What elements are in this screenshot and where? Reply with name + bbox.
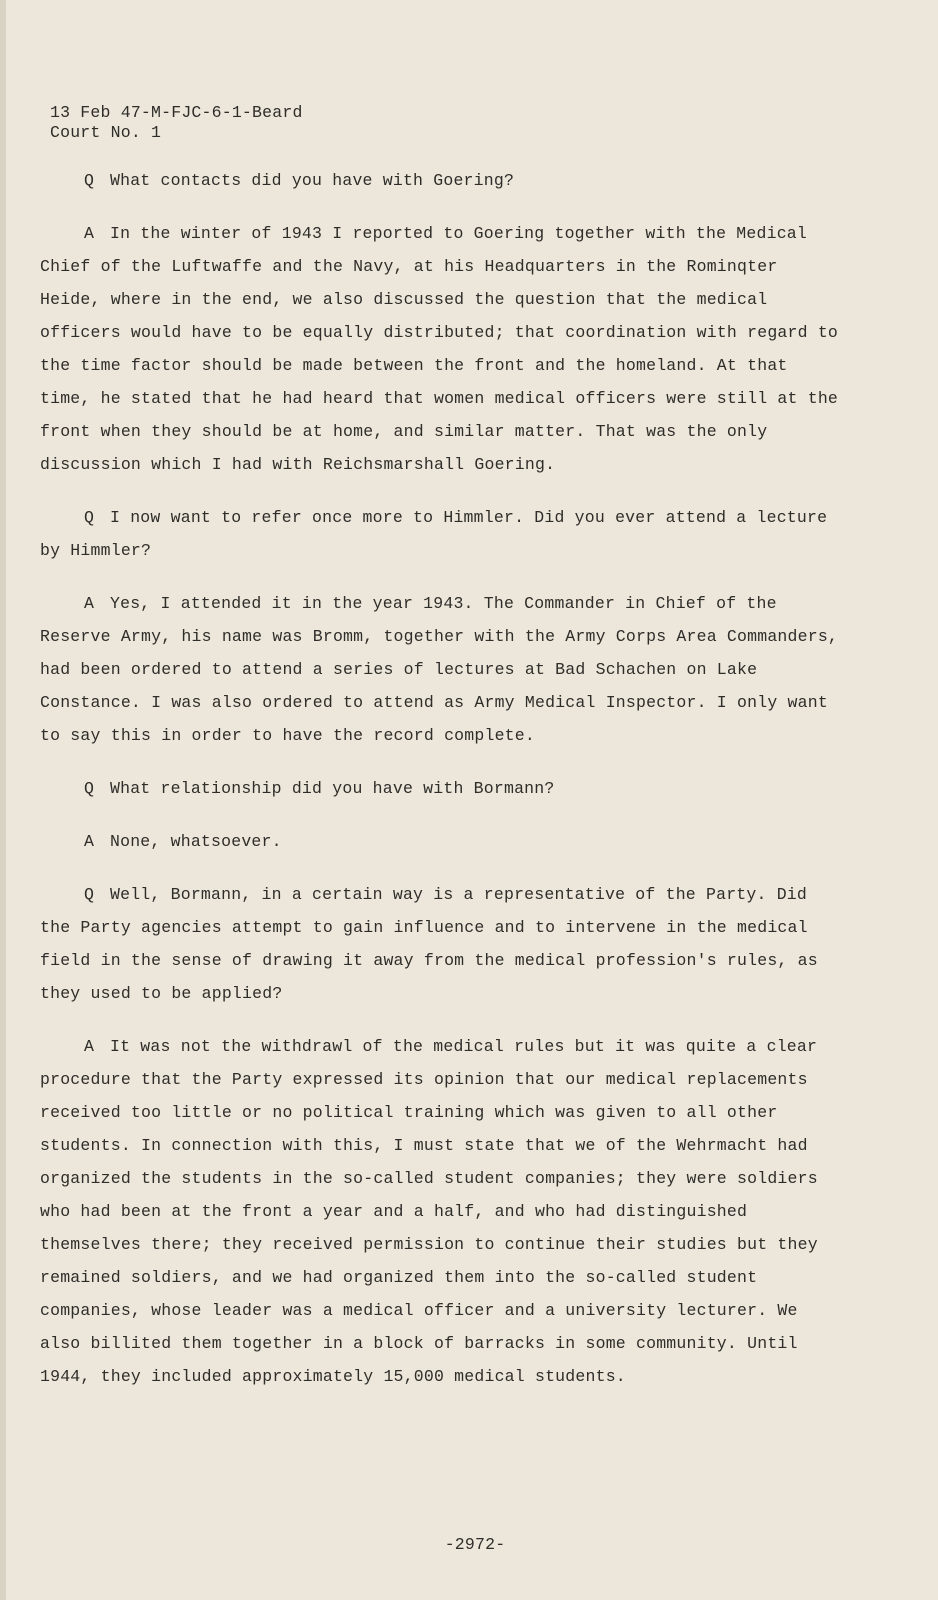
paragraph-text: It was not the withdrawl of the medical rules but it was quite a clear procedure that the Party expressed its opinion that our medical replacements received too little or no political training which was given to all other students. In connection with this, I must state that we of the Wehrmacht had organized the students in the so-called student companies; they were soldiers who had been at the front a year and a half, and who had distinguished themselves there; they received permission to continue their studies but they remained soldiers, and we had organized them into the so-called student companies, whose leader was a medical officer and a university lecturer. We also billited them together in a block of barracks in some community. Until 1944, they included approximately 15,000 medical students. [40,1037,818,1386]
paragraph-text: I now want to refer once more to Himmler. Did you ever attend a lecture by Himmler? [40,508,828,560]
paragraph-answer [40,825,840,858]
document-header [50,103,303,143]
paragraph-text: What contacts did you have with Goering? [110,171,515,190]
paragraph-text: Well, Bormann, in a certain way is a representative of the Party. Did the Party agencies attempt to gain influence and to intervene in the medical field in the sense of drawing it away from the medical profession's rules, as they used to be applied? [40,885,818,1003]
paragraph-question [40,878,840,1010]
paragraph-answer [40,217,840,481]
page-number: -2972- [444,1535,506,1554]
header-court: Court No. 1 [50,123,162,142]
speaker-label: Q [84,779,95,798]
paragraph-question [40,772,840,805]
speaker-label: A [84,832,95,851]
speaker-label: A [84,224,95,243]
paragraph-question [40,164,840,197]
speaker-label: Q [84,171,95,190]
paragraph-answer [40,1030,840,1393]
paragraph-text: In the winter of 1943 I reported to Goering together with the Medical Chief of the Luftwaffe and the Navy, at his Headquarters in the Rominqter Heide, where in the end, we also discussed the question that the medical officers would have to be equally distributed; that coordination with regard to the time factor should be made between the front and the homeland. At that time, he stated that he had heard that women medical officers were still at the front when they should be at home, and similar matter. That was the only discussion which I had with Reichsmarshall Goering. [40,224,839,474]
paragraph-text: What relationship did you have with Bormann? [110,779,555,798]
paragraph-text: None, whatsoever. [110,832,282,851]
transcript-body [40,164,840,1413]
speaker-label: Q [84,885,95,904]
paragraph-answer [40,587,840,752]
paragraph-text: Yes, I attended it in the year 1943. The Commander in Chief of the Reserve Army, his name was Bromm, together with the Army Corps Area Commanders, had been ordered to attend a series of lectures at Bad Schachen on Lake Constance. I was also ordered to attend as Army Medical Inspector. I only want to say this in order to have the record complete. [40,594,839,745]
speaker-label: A [84,1037,95,1056]
speaker-label: Q [84,508,95,527]
speaker-label: A [84,594,95,613]
paragraph-question [40,501,840,567]
header-reference: 13 Feb 47-M-FJC-6-1-Beard [50,103,303,122]
